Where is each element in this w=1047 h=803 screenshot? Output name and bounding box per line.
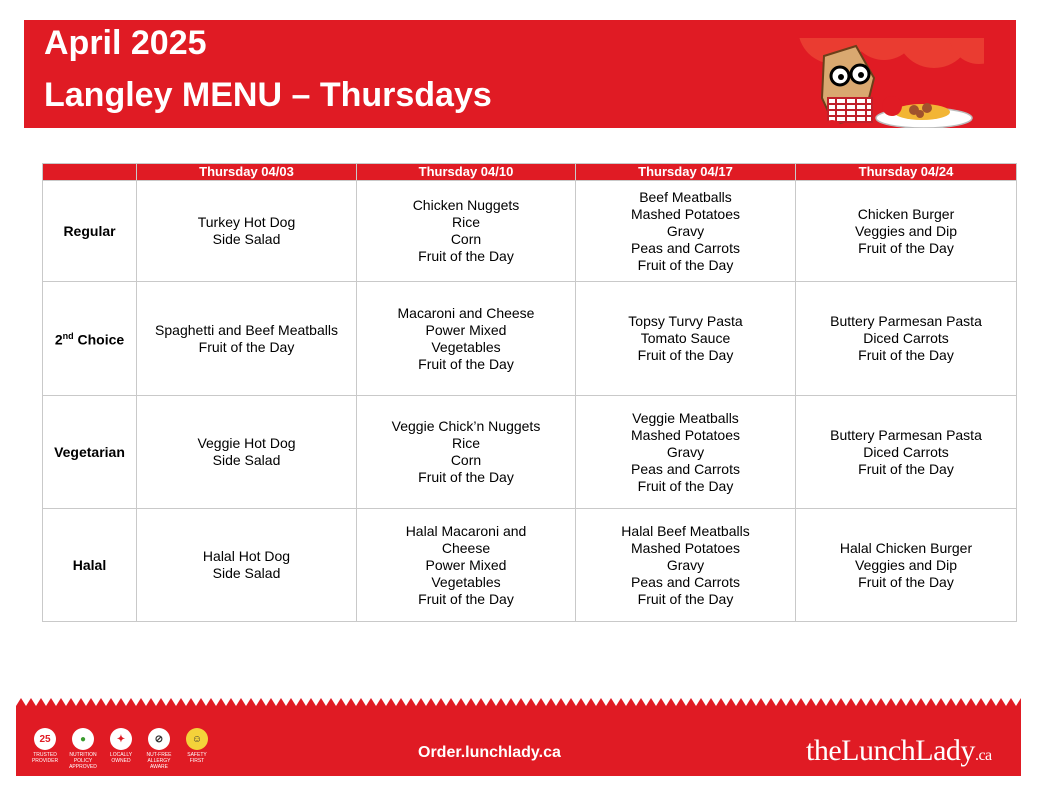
menu-item: Power Mixed <box>425 556 507 573</box>
menu-item: Corn <box>450 231 482 247</box>
menu-item: Tomato Sauce <box>640 330 731 346</box>
row-label-vegetarian: Vegetarian <box>43 396 137 509</box>
menu-item: Fruit of the Day <box>637 347 734 363</box>
trusted-provider-icon: 25 <box>34 728 56 750</box>
menu-header-row <box>43 164 1017 181</box>
badge-nutrition-policy <box>68 728 98 770</box>
menu-item: Corn <box>450 452 482 468</box>
badge-label: LOCALLY OWNED <box>109 752 133 764</box>
menu-item: Fruit of the Day <box>858 347 954 363</box>
zigzag-edge <box>16 694 1021 724</box>
menu-item: Mashed Potatoes <box>631 426 740 443</box>
menu-item: Fruit of the Day <box>418 248 514 264</box>
menu-item: Peas and Carrots <box>631 239 740 256</box>
menu-item: Fruit of the Day <box>637 256 734 273</box>
menu-item: Buttery Parmesan Pasta <box>830 313 982 329</box>
menu-cell <box>137 181 357 282</box>
header-cell-thursday-04-03: Thursday 04/03 <box>137 164 357 181</box>
menu-cell <box>357 509 576 622</box>
menu-item: Vegetables <box>431 338 501 355</box>
menu-item: Beef Meatballs <box>639 188 732 205</box>
menu-item: Fruit of the Day <box>418 469 514 485</box>
menu-cell <box>576 396 796 509</box>
menu-item: Halal Macaroni and <box>405 522 527 539</box>
menu-item: Halal Beef Meatballs <box>621 522 750 539</box>
table-row <box>43 181 1017 282</box>
footer-banner <box>16 694 1021 776</box>
table-row <box>43 282 1017 396</box>
menu-item: Diced Carrots <box>863 330 949 346</box>
menu-item: Veggie Meatballs <box>632 409 739 426</box>
menu-cell <box>137 396 357 509</box>
page-subtitle: Langley MENU – Thursdays <box>44 76 492 114</box>
row-label-2nd-choice <box>43 282 137 396</box>
row-label-ordinal: nd <box>62 331 74 342</box>
order-link[interactable]: Order.lunchlady.ca <box>418 744 561 761</box>
menu-cell <box>357 396 576 509</box>
menu-item: Gravy <box>666 222 705 239</box>
menu-item: Gravy <box>666 443 705 460</box>
brand-name: theLunchLady <box>806 734 975 767</box>
brand-logo <box>806 734 992 768</box>
brand-tld: .ca <box>974 747 992 764</box>
menu-cell <box>796 282 1017 396</box>
menu-item: Veggies and Dip <box>855 556 957 573</box>
menu-item: Gravy <box>666 556 705 573</box>
page-title: April 2025 <box>44 24 207 62</box>
row-label-number: 2 <box>54 331 63 348</box>
apple-icon: ● <box>72 728 94 750</box>
menu-item: Fruit of the Day <box>198 338 295 355</box>
badge-strip <box>30 728 212 770</box>
header-cell-thursday-04-24: Thursday 04/24 <box>796 164 1017 181</box>
menu-item: Chicken Burger <box>857 205 955 222</box>
menu-item: Buttery Parmesan Pasta <box>830 426 982 443</box>
menu-item: Chicken Nuggets <box>412 197 520 213</box>
header-cell-empty <box>43 164 137 181</box>
header-cell-thursday-04-10: Thursday 04/10 <box>357 164 576 181</box>
menu-item: Veggie Chick’n Nuggets <box>391 418 541 434</box>
menu-item: Fruit of the Day <box>858 239 954 256</box>
badge-label: NUT-FREE ALLERGY AWARE <box>146 752 172 770</box>
menu-item: Fruit of the Day <box>637 477 734 494</box>
menu-item: Fruit of the Day <box>637 590 734 607</box>
maple-leaf-icon: ✦ <box>110 728 132 750</box>
menu-item: Veggie Hot Dog <box>197 435 296 451</box>
lunch-lady-mascot-icon <box>794 38 984 128</box>
menu-table <box>42 163 1017 622</box>
menu-cell <box>576 181 796 282</box>
menu-item: Turkey Hot Dog <box>197 214 296 230</box>
menu-cell <box>796 396 1017 509</box>
badge-label: NUTRITION POLICY APPROVED <box>69 752 97 770</box>
nut-free-icon: ⊘ <box>148 728 170 750</box>
menu-item: Halal Chicken Burger <box>839 539 973 556</box>
menu-item: Cheese <box>441 539 491 556</box>
menu-item: Peas and Carrots <box>631 460 740 477</box>
menu-item: Side Salad <box>212 231 281 247</box>
menu-item: Macaroni and Cheese <box>397 304 535 321</box>
menu-cell <box>137 509 357 622</box>
menu-item: Rice <box>451 214 480 230</box>
row-label-halal: Halal <box>43 509 137 622</box>
row-label-regular: Regular <box>43 181 137 282</box>
menu-item: Mashed Potatoes <box>631 539 740 556</box>
menu-item: Spaghetti and Beef Meatballs <box>155 321 338 338</box>
menu-item: Fruit of the Day <box>858 460 954 477</box>
header-banner <box>24 20 1016 128</box>
menu-item: Fruit of the Day <box>418 590 514 607</box>
row-label-text: Choice <box>73 331 125 348</box>
menu-item: Veggies and Dip <box>855 222 957 239</box>
safety-first-icon: ☺ <box>186 728 208 750</box>
menu-item: Peas and Carrots <box>631 573 740 590</box>
menu-item: Side Salad <box>212 452 281 468</box>
menu-cell <box>357 181 576 282</box>
table-row <box>43 509 1017 622</box>
menu-cell <box>796 509 1017 622</box>
menu-item: Mashed Potatoes <box>631 205 740 222</box>
menu-item: Vegetables <box>431 573 501 590</box>
badge-label: TRUSTED PROVIDER <box>31 752 59 764</box>
menu-item: Fruit of the Day <box>418 355 514 372</box>
menu-cell <box>576 509 796 622</box>
menu-item: Rice <box>451 435 480 451</box>
table-row <box>43 396 1017 509</box>
menu-item: Fruit of the Day <box>858 573 954 590</box>
menu-item: Topsy Turvy Pasta <box>628 313 743 329</box>
badge-trusted-provider <box>30 728 60 770</box>
badge-locally-owned <box>106 728 136 770</box>
menu-item: Halal Hot Dog <box>202 548 291 564</box>
menu-cell <box>357 282 576 396</box>
menu-cell <box>137 282 357 396</box>
badge-safety-first <box>182 728 212 770</box>
badge-label: SAFETY FIRST <box>187 752 207 764</box>
menu-item: Side Salad <box>212 565 281 581</box>
menu-item: Diced Carrots <box>863 443 949 460</box>
menu-item: Power Mixed <box>425 321 507 338</box>
menu-cell <box>576 282 796 396</box>
badge-nut-free <box>144 728 174 770</box>
header-cell-thursday-04-17: Thursday 04/17 <box>576 164 796 181</box>
menu-cell <box>796 181 1017 282</box>
